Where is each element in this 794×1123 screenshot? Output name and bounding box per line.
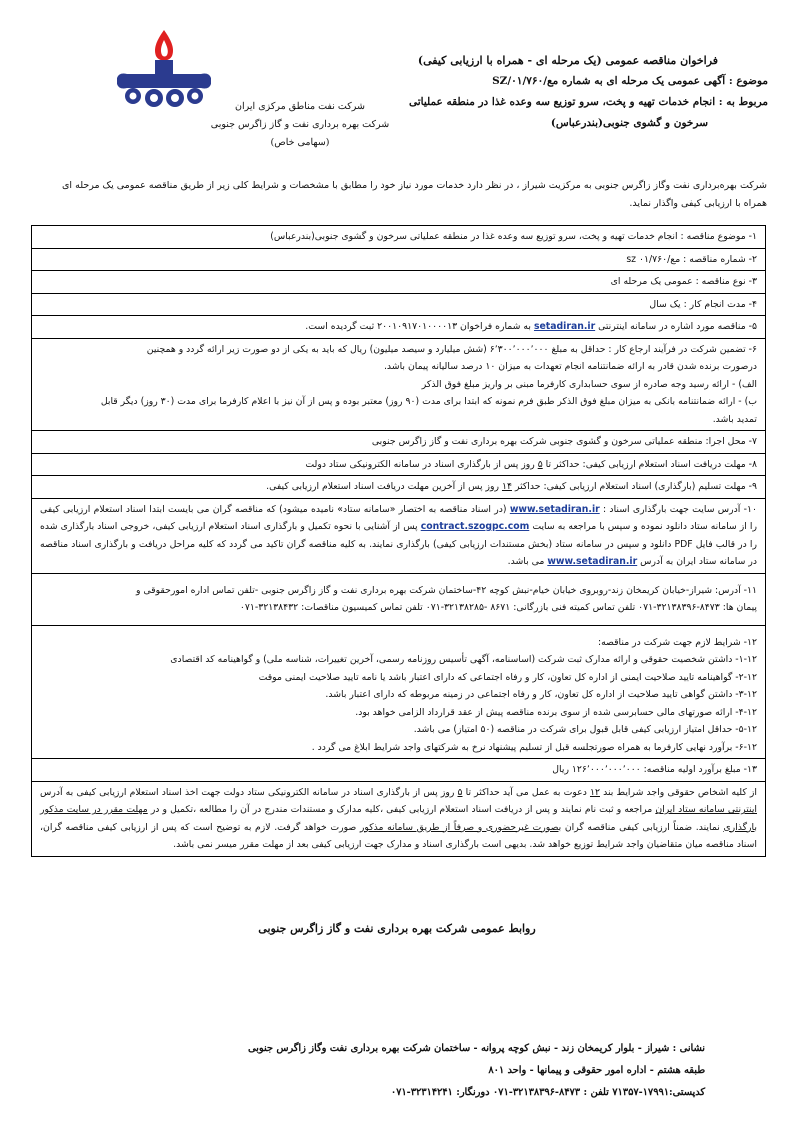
row9-text-b: روز پس از آخرین مهلت دریافت اسناد استعلام ارزیابی کیفی. [266,481,499,492]
tender-subject: موضوع : آگهی عمومی یک مرحله ای به شماره مع/۰۱/۷۶۰/SZ [492,75,768,87]
row14-clause: ۱۲ [589,786,600,798]
row10-text-a: ۱۰- آدرس سایت جهت بارگذاری اسناد : [603,503,757,515]
row14-setad-portal: اینترنتی سامانه ستاد ایران [655,804,757,815]
row-guarantee [32,339,765,432]
row12-item-5: ۵-۱۲- حداقل امتیاز ارزیابی کیفی قابل قبول برای شرکت در مناقصه (۵۰ امتیاز) می باشد. [413,724,757,735]
row12-item-6: ۶-۱۲- برآورد نهایی کارفرما به همراه صورتجلسه قبل از تسلیم پیشنهاد نرخ به شرکتهای واجد شرایط ابلاغ می گردد . [311,741,757,753]
row-registration [32,316,765,339]
row8-text-b: روز پس از بارگذاری اسناد در سامانه الکترونیکی ستاد دولت [305,458,535,470]
row-tender-type: ۳- نوع مناقصه : عمومی یک مرحله ای [32,271,765,294]
company-logo [109,28,219,108]
row14-days: ۵ [457,786,463,798]
row12-item-2: ۲-۱۲- گواهینامه تایید صلاحیت ایمنی از اداره کل تعاون، کار و رفاه اجتماعی که دارای اعتبار باشد یا نامه تایید صلاحیت ایمنی موقت [258,671,757,683]
row6-line-4: ب) - ارائه ضمانتنامه بانکی به میزان مبلغ فوق الذکر طبق فرم نمونه که ابتدا برای مدت (۹۰ روز) معتبر بوده و پس از آن نیز با اعلام کارفرما برای مدت (۳۰ روز) دیگر قابل [100,396,757,407]
row9-text-a: ۹- مهلت تسلیم (بارگذاری) اسناد استعلام ارزیابی کیفی: حداکثر [514,481,757,492]
tender-related: مربوط به : انجام خدمات تهیه و پخت، سرو توزیع سه وعده غذا در منطقه عملیاتی [408,96,768,108]
row12-item-4: ۴-۱۲- ارائه صورتهای مالی حسابرسی شده از سوی برنده مناقصه پیش از عقد قرارداد الزامی خواهد بود. [355,706,757,718]
row-location: ۷- محل اجرا: منطقه عملیاتی سرخون و گشوی جنوبی شرکت بهره برداری نفت و گاز زاگرس جنوبی [32,431,765,454]
row6-line-1: ۶- تضمین شرکت در فرآیند ارجاع کار : حداقل به مبلغ ۶٬۳۰۰٬۰۰۰٬۰۰۰ (شش میلیارد و سیصد میلیون) ریال که باید به یکی از دو صورت زیر ارائه گردد و همچنین [146,343,757,355]
row14-deadline-upload: مهلت مقرر در سایت مذکور بارگذاری [40,804,757,833]
row14-text-j: جهت ارزیابی کیفی بعد از مهلت مقرر میسر نمی باشد. [173,839,384,850]
tender-details-table [31,225,766,857]
nioc-flame-logo-icon [109,28,219,108]
address-line-2: طبقه هشتم - اداره امور حقوقی و پیمانها - واحد ۸۰۱ [488,1065,705,1076]
row12-item-1: ۱-۱۲- داشتن شخصیت حقوقی و ارائه مدارک ثبت شرکت (اساسنامه، آگهی تأسیس روزنامه رسمی، آخرین تغییرات، شناسه ملی) و گواهینامه کد اقتصادی [170,654,757,665]
row14-text-g: نمایند. ضمناً ارزیابی کیفی مناقصه گران [564,821,720,833]
row10-text-g: می باشد. [507,556,545,567]
row6-line-3: الف) - ارائه رسید وجه صادره از سوی حسابداری کارفرما مبنی بر واریز مبلغ فوق الذکر [421,378,757,390]
intro-paragraph: شرکت بهره‌برداری نفت وگاز زاگرس جنوبی به مرکزیت شیراز ، در نظر دارد خدمات مورد نیاز خود را مطابق با مشخصات و شرایط کلی زیر از طریق مناقصه عمومی یک مرحله ای همراه با ارزیابی کیفی واگذار نماید. [62,180,767,209]
row-conditions [32,626,765,760]
row14-text-b: دعوت به عمل می آید حداکثر تا [465,786,587,798]
row9-days: ۱۴ [501,481,512,492]
contract-szogpc-link[interactable]: contract.szogpc.com [420,521,530,532]
row-address [32,574,765,626]
row-tender-number: ۲- شماره مناقصه : مع/۰۱/۷۶۰ sz [32,249,765,272]
row12-item-3: ۳-۱۲- داشتن گواهی تایید صلاحیت از اداره کل تعاون، کار و رفاه اجتماعی در زمینه مربوطه که دارای اعتبار باشد. [325,689,757,700]
public-relations-signature: روابط عمومی شرکت بهره برداری نفت و گاز زاگرس جنوبی [258,922,536,935]
row5-text-a: ۵- مناقصه مورد اشاره در سامانه اینترنتی [598,321,757,332]
setadiran-link[interactable]: setadiran.ir [533,321,596,332]
row14-text-h: صورت خواهد [303,821,357,833]
row11-line-2: پیمان ها: ۸۴۷۳-۳۲۱۳۸۳۹۶-۰۷۱ تلفن تماس کمیته فنی بازرگانی: ۸۶۷۱ -۳۲۱۳۸۲۸۵-۰۷۱ تلفن تماس کمیسیون مناقصات: ۳۲۱۳۸۴۳۲-۰۷۱ [239,602,757,613]
row6-line-2: درصورت برنده شدن قادر به ارائه ضمانتنامه انجام تعهدات به میزان ۱۰ درصد سالیانه پیمان باشد. [383,361,757,372]
row14-text-f: مطالعه ،تکمیل و در [150,804,227,815]
row10-text-d: پس از آشنایی با نحوه تکمیل و [300,521,418,532]
row8-text-a: ۸- مهلت دریافت اسناد استعلام ارزیابی کیفی: حداکثر تا [545,458,757,470]
row-subject: ۱- موضوع مناقصه : انجام خدمات تهیه و پخت، سرو توزیع سه وعده غذا در منطقه عملیاتی سرخون و گشوی جنوبی(بندرعباس) [32,226,765,249]
row14-text-c: روز پس از بارگذاری اسناد در سامانه الکترونیکی ستاد دولت جهت اخذ اسناد استعلام [129,786,455,798]
row10-text-b: (در اسناد مناقصه به اختصار «سامانه ستاد» نامیده میشود) که مناقصه گران [212,503,507,515]
row-submit-deadline [32,476,765,499]
row14-nonattendance: بصورت غیرحضوری و صرفاً از طریق سامانه مذکور [359,821,562,833]
tender-titles [368,50,768,134]
setadiran-link-2[interactable]: www.setadiran.ir [547,556,638,567]
row-receive-deadline [32,454,765,477]
tender-main-title: فراخوان مناقصه عمومی (یک مرحله ای - همراه با ارزیابی کیفی) [417,54,719,67]
org-line-3: (سهامی خاص) [270,137,330,148]
row10-text-c: می بایست ابتدا اسناد استعلام ارزیابی کیفی را از سامانه ستاد دانلود نموده و سپس با مراجعه به سایت [40,503,757,532]
address-line-1: نشانی : شیراز - بلوار کریمخان زند - نبش کوچه پروانه - ساختمان شرکت بهره برداری نفت وگاز زاگرس جنوبی [247,1043,705,1054]
setadiran-link-1[interactable]: www.setadiran.ir [509,503,600,515]
row10-text-f: نمایند. به کلیه مناقصه گران تاکید می گردد که کلیه مراحل دریافت و بارگذاری اسناد مناقصه در سامانه ستاد ایران به آدرس [40,538,757,567]
row14-text-a: از کلیه اشخاص حقوقی واجد شرایط بند [603,786,757,798]
row8-days: ۵ [537,458,543,470]
row11-line-1: ۱۱- آدرس: شیراز-خیابان کریمخان زند-روبروی خیابان خیام-نبش کوچه ۴۲-ساختمان شرکت بهره برداری نفت و گاز زاگرس جنوبی -تلفن تماس اداره امورحقوقی و [135,584,757,596]
org-line-2: شرکت بهره برداری نفت و گاز زاگرس جنوبی [210,119,390,130]
row14-text-d: ارزیابی کیفی به آدرس [40,786,127,798]
row-estimate: ۱۳- مبلغ برآورد اولیه مناقصه: ۱۲۶٬۰۰۰٬۰۰۰٬۰۰۰ ریال [32,759,765,782]
row6-line-5: تمدید باشد. [712,413,757,425]
row12-title: ۱۲- شرایط لازم جهت شرکت در مناقصه: [597,636,757,648]
contact-address [150,1038,705,1104]
org-line-1: شرکت نفت مناطق مرکزی ایران [235,101,365,112]
row14-text-e: مراجعه و ثبت نام نمایند و پس از دریافت اسناد استعلام ارزیابی کیفی ،کلیه مدارک و مستندات مندرج در آن را [230,804,653,815]
row10-text-e: بارگذاری اسناد استعلام ارزیابی کیفی، خروجی اسناد بارگذاری شده را در قالب فایل PDF دانلود و سپس در سامانه ستاد (بخش مستندات ارزیابی کیفی) بارگذاری [40,521,757,550]
address-line-3: کدپستی:۱۷۹۹۱-۷۱۳۵۷ تلفن : ۸۴۷۳-۳۲۱۳۸۳۹۶-۰۷۱ دورنگار: ۳۲۳۱۴۲۴۱-۰۷۱ [390,1087,705,1098]
row5-text-b: به شماره فراخوان ۲۰۰۱۰۹۱۷۰۱۰۰۰۰۱۳ ثبت گردیده است. [305,321,531,332]
tender-region: سرخون و گشوی جنوبی(بندرعباس) [550,117,708,129]
row-duration: ۴- مدت انجام کار : یک سال [32,294,765,317]
row-invitation [32,782,765,856]
row-upload-site [32,499,765,574]
row14-text-i: گرفت. لازم به توضیح است که پس از ارزیابی کیفی مناقصه گران، اسناد مناقصه میان متقاضیان واجد شرایط توزیع خواهد شد. بدیهی است بارگذاری اسناد و مدارک [40,821,757,850]
